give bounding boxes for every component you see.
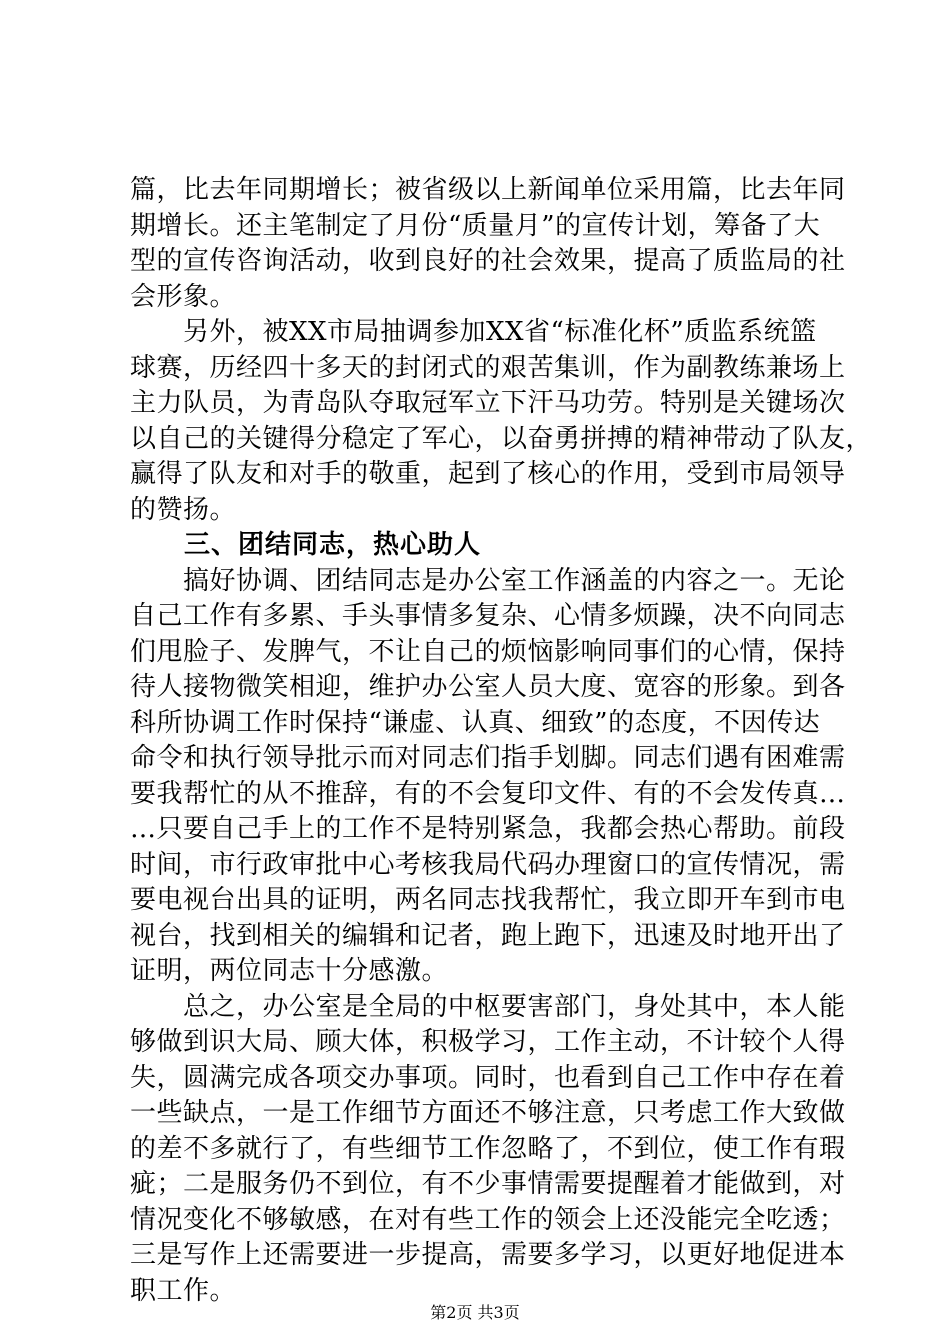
paragraph-line: 职工作。: [130, 1275, 237, 1306]
paragraph-line: 科所协调工作时保持“谦虚、认真、细致”的态度，不因传达: [130, 707, 821, 738]
paragraph-line: 会形象。: [130, 281, 237, 312]
paragraph-line: 要电视台出具的证明，两名同志找我帮忙，我立即开车到市电: [130, 885, 846, 915]
paragraph-line: 时间，市行政审批中心考核我局代码办理窗口的宣传情况，需: [130, 849, 846, 880]
paragraph-line: 的赞扬。: [130, 494, 237, 525]
paragraph-line: 三是写作上还需要进一步提高，需要多学习，以更好地促进本: [130, 1240, 846, 1270]
paragraph-line: 主力队员，为青岛队夺取冠军立下汗马功劳。特别是关键场次: [130, 388, 846, 418]
paragraph-line: 疵；二是服务仍不到位，有不少事情需要提醒着才能做到，对: [130, 1169, 846, 1199]
paragraph-line: 情况变化不够敏感，在对有些工作的领会上还没能完全吃透；: [130, 1204, 846, 1235]
paragraph-line: 赢得了队友和对手的敬重，起到了核心的作用，受到市局领导: [130, 459, 846, 489]
paragraph-line: 要我帮忙的从不推辞，有的不会复印文件、有的不会发传真…: [130, 778, 846, 809]
paragraph-line: 自己工作有多累、手头事情多复杂、心情多烦躁，决不向同志: [130, 601, 846, 631]
paragraph-line: 篇，比去年同期增长；被省级以上新闻单位采用篇，比去年同: [130, 175, 846, 205]
paragraph-line: 失，圆满完成各项交办事项。同时，也看到自己工作中存在着: [130, 1062, 846, 1093]
paragraph-line: 证明，两位同志十分感激。: [130, 956, 449, 986]
paragraph-line: 另外，被XX市局抽调参加XX省“标准化杯”质监系统篮: [130, 317, 817, 347]
paragraph-line: 期增长。还主笔制定了月份“质量月”的宣传计划，筹备了大: [130, 210, 821, 241]
paragraph-line: 总之，办公室是全局的中枢要害部门，身处其中，本人能: [130, 991, 846, 1022]
paragraph-line: 待人接物微笑相迎，维护办公室人员大度、宽容的形象。到各: [130, 672, 846, 702]
page-footer: 第2页 共3页: [430, 1303, 520, 1322]
section-heading: 三、团结同志，热心助人: [130, 530, 482, 560]
paragraph-line: 球赛，历经四十多天的封闭式的艰苦集训，作为副教练兼场上: [130, 352, 846, 383]
paragraph-line: 的差不多就行了，有些细节工作忽略了，不到位，使工作有瑕: [130, 1133, 846, 1164]
paragraph-line: 搞好协调、团结同志是办公室工作涵盖的内容之一。无论: [130, 565, 846, 596]
paragraph-line: 一些缺点，一是工作细节方面还不够注意，只考虑工作大致做: [130, 1098, 846, 1128]
paragraph-line: 视台，找到相关的编辑和记者，跑上跑下，迅速及时地开出了: [130, 920, 846, 951]
paragraph-line: 型的宣传咨询活动，收到良好的社会效果，提高了质监局的社: [130, 246, 846, 276]
paragraph-line: 够做到识大局、顾大体，积极学习，工作主动，不计较个人得: [130, 1027, 846, 1057]
paragraph-line: 们甩脸子、发脾气，不让自己的烦恼影响同事们的心情，保持: [130, 636, 846, 667]
paragraph-line: 命令和执行领导批示而对同志们指手划脚。同志们遇有困难需: [130, 743, 846, 773]
paragraph-line: 以自己的关键得分稳定了军心，以奋勇拼搏的精神带动了队友，: [130, 423, 873, 454]
paragraph-line: …只要自己手上的工作不是特别紧急，我都会热心帮助。前段: [130, 814, 846, 844]
